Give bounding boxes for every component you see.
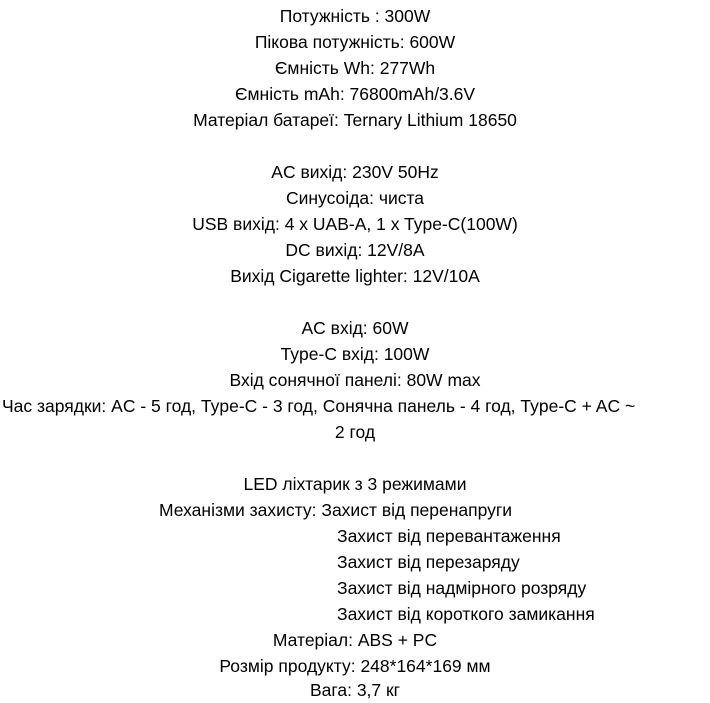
charge-time-line-2: 2 год	[334, 422, 376, 442]
cigarette-output-line: Вихід Cigarette lighter: 12V/10A	[230, 266, 480, 286]
typec-input-line: Type-C вхід: 100W	[280, 344, 430, 364]
capacity-wh-line: Ємність Wh: 277Wh	[274, 58, 436, 78]
usb-output-line: USB вихід: 4 x UAB-A, 1 x Type-C(100W)	[192, 214, 518, 234]
weight-line: Вага: 3,7 кг	[309, 680, 401, 700]
ac-input-line: AC вхід: 60W	[301, 318, 409, 338]
product-size-line: Розмір продукту: 248*164*169 мм	[219, 656, 491, 676]
dc-output-line: DC вихід: 12V/8A	[285, 240, 425, 260]
power-line: Потужність : 300W	[279, 6, 431, 26]
peak-power-line: Пікова потужність: 600W	[254, 32, 456, 52]
solar-input-line: Вхід сонячної панелі: 80W max	[229, 370, 481, 390]
protection-overload-line: Захист від перевантаження	[337, 526, 561, 546]
battery-material-line: Матеріал батареї: Ternary Lithium 18650	[193, 110, 517, 130]
charge-time-line: Час зарядки: AC - 5 год, Type-C - 3 год, Сонячна панель - 4 год, Type-C + AC ~	[2, 396, 636, 416]
sine-wave-line: Синусоіда: чиста	[285, 188, 425, 208]
capacity-mah-line: Ємність mAh: 76800mAh/3.6V	[234, 84, 476, 104]
protection-overdischarge-line: Захист від надмірного розряду	[337, 578, 587, 598]
ac-output-line: AC вихід: 230V 50Hz	[271, 162, 439, 182]
protection-overcharge-line: Захист від перезаряду	[337, 552, 520, 572]
protection-short-circuit-line: Захист від короткого замикання	[337, 604, 595, 624]
protection-label-line: Механізми захисту: Захист від перенапруги	[159, 500, 513, 520]
led-light-line: LED ліхтарик з 3 режимами	[243, 474, 467, 494]
material-line: Матеріал: ABS + PC	[272, 630, 438, 650]
